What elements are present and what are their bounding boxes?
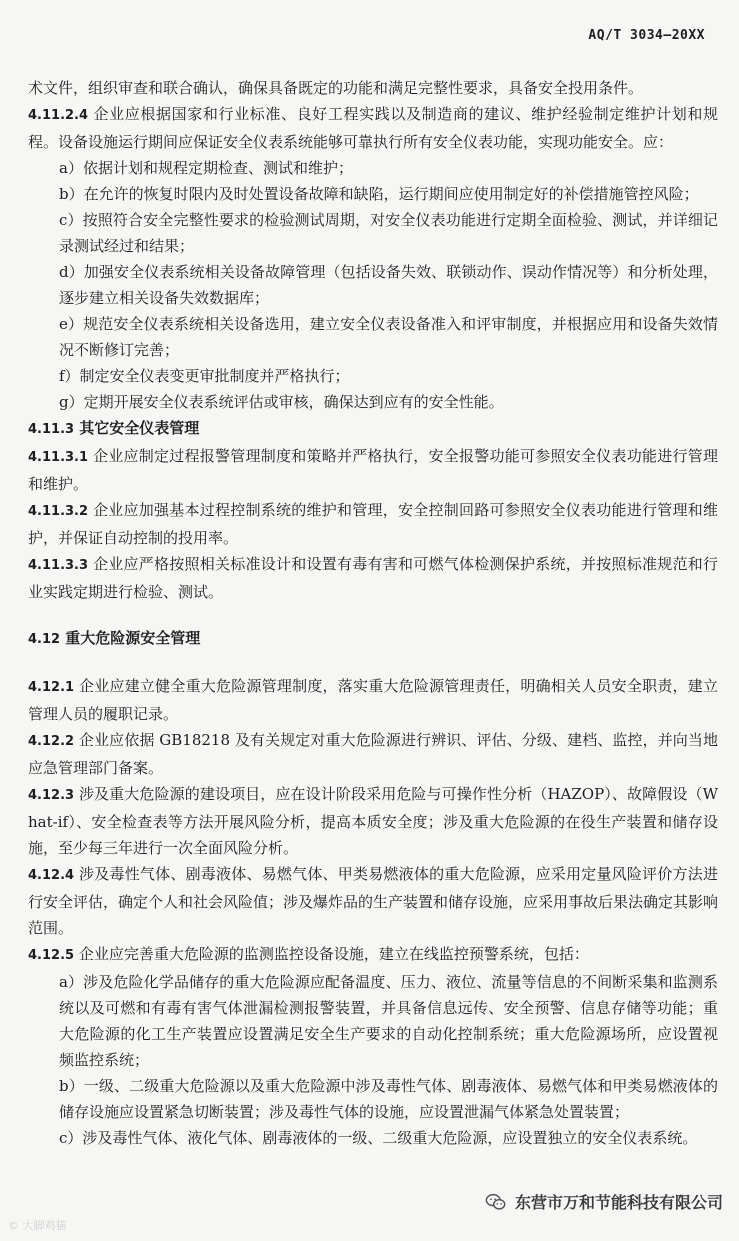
clause-text: 术文件，组织审查和联合确认，确保具备既定的功能和满足完整性要求，具备安全投用条件。	[28, 79, 644, 97]
list-item	[28, 259, 718, 311]
list-item	[28, 1073, 718, 1125]
list-item	[28, 311, 718, 363]
clause-paragraph	[28, 861, 718, 941]
section-gap	[28, 653, 718, 673]
clause-paragraph	[28, 75, 718, 101]
clause-text: 其它安全仪表管理	[74, 419, 200, 437]
clause-text: 企业应制定过程报警管理制度和策略并严格执行，安全报警功能可参照安全仪表功能进行管理和维护。	[28, 447, 718, 493]
clause-paragraph	[28, 941, 718, 969]
clause-text: b）在允许的恢复时限内及时处置设备故障和缺陷，运行期间应使用制定好的补偿措施管控风险；	[59, 185, 699, 203]
standard-code: AQ/T 3034—20XX	[588, 28, 705, 43]
list-item	[28, 207, 718, 259]
clause-text: c）涉及毒性气体、液化气体、剧毒液体的一级、二级重大危险源，应设置独立的安全仪表系统。	[59, 1129, 698, 1147]
clause-paragraph	[28, 101, 718, 155]
clause-text: 涉及毒性气体、剧毒液体、易燃气体、甲类易燃液体的重大危险源，应采用定量风险评价方法进行安全评估，确定个人和社会风险值；涉及爆炸品的生产装置和储存设施，应采用事故后果法确定其影响范围。	[28, 865, 719, 937]
clause-number: 4.11.3.2	[28, 504, 89, 519]
clause-number: 4.12.5	[28, 948, 75, 963]
clause-text: 涉及重大危险源的建设项目，应在设计阶段采用危险与可操作性分析（HAZOP）、故障假设（What-if）、安全检查表等方法开展风险分析，提高本质安全度；涉及重大危险源的在役生产装置和储存设施，至少每三年进行一次全面风险分析。	[28, 785, 718, 857]
list-item	[28, 155, 718, 181]
list-item	[28, 1125, 718, 1151]
section-gap	[28, 605, 718, 625]
list-item	[28, 969, 718, 1073]
clause-paragraph	[28, 727, 718, 781]
company-name: 东营市万和节能科技有限公司	[514, 1193, 723, 1212]
clause-text: e）规范安全仪表系统相关设备选用，建立安全仪表设备准入和评审制度，并根据应用和设备失效情况不断修订完善；	[59, 315, 718, 359]
clause-text: a）涉及危险化学品储存的重大危险源应配备温度、压力、液位、流量等信息的不间断采集和监测系统以及可燃和有毒有害气体泄漏检测报警装置，并具备信息远传、安全预警、信息存储等功能；重大危险源的化工生产装置应设置满足安全生产要求的自动化控制系统；重大危险源场所，应设置视频监控系统；	[59, 973, 718, 1069]
clause-text: c）按照符合安全完整性要求的检验测试周期，对安全仪表功能进行定期全面检验、测试，并详细记录测试经过和结果；	[59, 211, 718, 255]
list-item	[28, 181, 718, 207]
clause-text: 企业应加强基本过程控制系统的维护和管理，安全控制回路可参照安全仪表功能进行管理和维护，并保证自动控制的投用率。	[28, 501, 718, 547]
clause-number: 4.12.2	[28, 734, 75, 749]
clause-number: 4.11.3	[28, 422, 75, 437]
clause-text: a）依据计划和规程定期检查、测试和维护；	[59, 159, 353, 177]
clause-text: f）制定安全仪表变更审批制度并严格执行；	[59, 367, 350, 385]
list-item	[28, 389, 718, 415]
clause-text: 企业应建立健全重大危险源管理制度，落实重大危险源管理责任，明确相关人员安全职责，建立管理人员的履职记录。	[28, 677, 718, 723]
clause-paragraph	[28, 781, 718, 861]
clause-text: b）一级、二级重大危险源以及重大危险源中涉及毒性气体、剧毒液体、易燃气体和甲类易燃液体的储存设施应设置紧急切断装置；涉及毒性气体的设施，应设置泄漏气体紧急处置装置；	[59, 1077, 718, 1121]
clause-paragraph	[28, 673, 718, 727]
clause-text: 重大危险源安全管理	[60, 629, 201, 647]
clause-number: 4.12	[28, 632, 61, 647]
watermark-left: © 大脚鸡猫	[8, 1219, 67, 1232]
clause-text: 企业应严格按照相关标准设计和设置有毒有害和可燃气体检测保护系统，并按照标准规范和行业实践定期进行检验、测试。	[28, 555, 718, 601]
wechat-icon	[485, 1191, 507, 1213]
clause-text: d）加强安全仪表系统相关设备故障管理（包括设备失效、联锁动作、误动作情况等）和分析处理，逐步建立相关设备失效数据库；	[59, 263, 718, 307]
section-heading	[28, 625, 718, 653]
clause-text: g）定期开展安全仪表系统评估或审核，确保达到应有的安全性能。	[59, 393, 504, 411]
clause-number: 4.11.3.1	[28, 450, 89, 465]
document-body	[28, 75, 718, 1151]
clause-number: 4.12.3	[28, 788, 75, 803]
clause-text: 企业应依据 GB18218 及有关规定对重大危险源进行辨识、评估、分级、建档、监控，并向当地应急管理部门备案。	[28, 731, 718, 777]
clause-number: 4.11.2.4	[28, 108, 89, 123]
list-item	[28, 363, 718, 389]
clause-paragraph	[28, 551, 718, 605]
watermark-right	[485, 1190, 723, 1213]
clause-number: 4.11.3.3	[28, 558, 89, 573]
clause-paragraph	[28, 443, 718, 497]
clause-text: 企业应完善重大危险源的监测监控设备设施，建立在线监控预警系统，包括：	[74, 945, 589, 963]
clause-paragraph	[28, 497, 718, 551]
clause-number: 4.12.1	[28, 680, 75, 695]
section-heading	[28, 415, 718, 443]
clause-number: 4.12.4	[28, 868, 75, 883]
clause-text: 企业应根据国家和行业标准、良好工程实践以及制造商的建议、维护经验制定维护计划和规程。设备设施运行期间应保证安全仪表系统能够可靠执行所有安全仪表功能，实现功能安全。应：	[28, 105, 718, 151]
